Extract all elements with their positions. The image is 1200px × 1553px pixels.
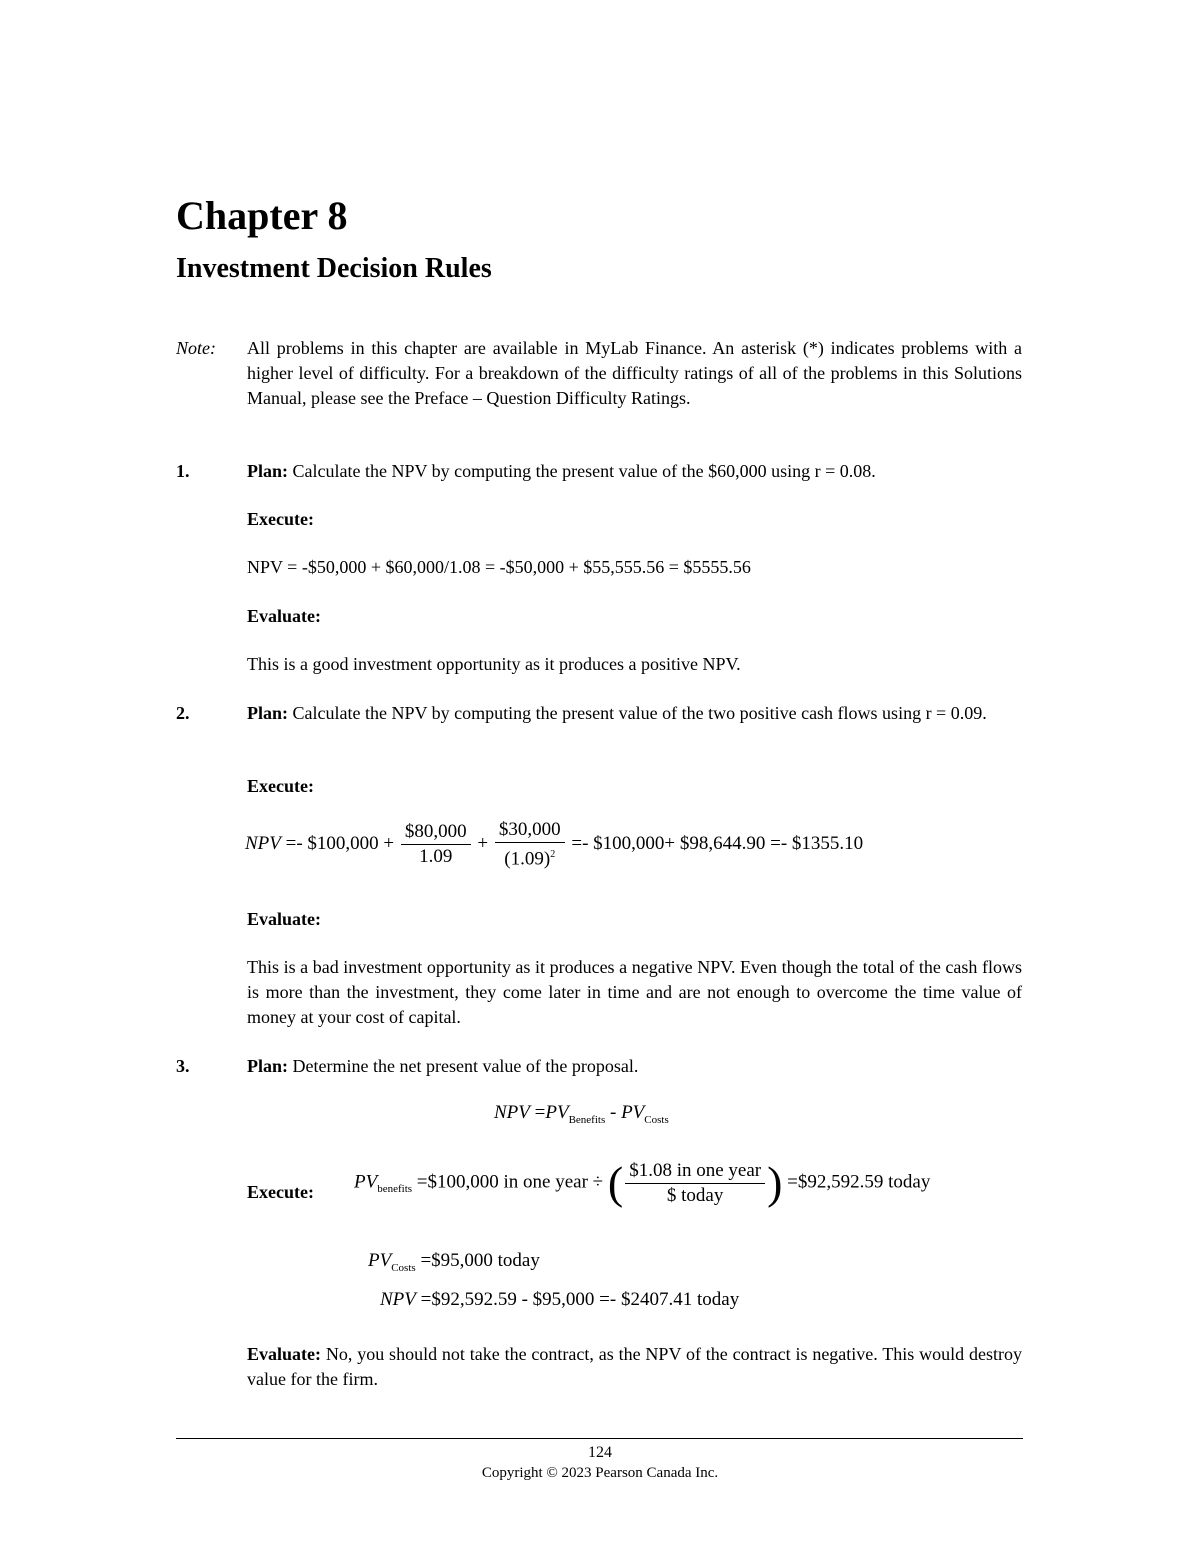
problem-number-3: 3. [176, 1056, 190, 1076]
problem-1-evaluate-text: This is a good investment opportunity as it produces a positive NPV. [247, 654, 741, 674]
problem-3-pv-benefits-equation: $PV_{benefits}$ =$100,000 in one year ÷ ( $\frac{\text{\$1.08 in one year}}{\text{\$ today}}$ ) =$92,592.59 today [354, 1157, 931, 1208]
problem-1-plan-text: Calculate the NPV by computing the present value of the $60,000 using r = 0.08. [292, 461, 876, 481]
problem-1-plan [247, 459, 1022, 484]
chapter-subtitle: Investment Decision Rules [176, 253, 492, 284]
chapter-title: Chapter 8 [176, 193, 348, 238]
fraction-1-denominator: 1.09 [419, 846, 453, 868]
conversion-fraction: $\frac{\text{\$1.08 in one year}}{\text{\$ today}}$ [625, 1159, 765, 1208]
plan-label: Plan: [247, 1056, 289, 1076]
npv-symbol: NPV [245, 833, 281, 855]
evaluate-label: Evaluate: [247, 1344, 321, 1364]
eq-plus: + [477, 833, 489, 855]
plan-label: Plan: [247, 703, 289, 723]
plan-label: Plan: [247, 461, 289, 481]
fraction-1 [401, 820, 471, 869]
problem-2-plan-text: Calculate the NPV by computing the present value of the two positive cash flows using r = 0.09. [292, 703, 987, 723]
eq-part-1: =- $100,000 + [285, 833, 395, 855]
note-label: Note: [176, 338, 216, 358]
problem-3-evaluate [247, 1342, 1022, 1392]
problem-3-execute-label: Execute: [247, 1182, 314, 1202]
problem-3-plan-text: Determine the net present value of the proposal. [292, 1056, 639, 1076]
problem-2-evaluate-text: This is a bad investment opportunity as it produces a negative NPV. Even though the total of the cash flows is more than the investment, they come later in time and are not enough to overcome the time value of money at your cost of capital. [247, 957, 1022, 1027]
problem-3-plan [247, 1054, 1022, 1079]
problem-2-execute-label: Execute: [247, 776, 314, 796]
fraction-2-numerator: $30,000 [495, 818, 565, 843]
problem-1-evaluate-label: Evaluate: [247, 606, 321, 626]
problem-2-evaluate-label: Evaluate: [247, 909, 321, 929]
problem-3-evaluate-text: No, you should not take the contract, as the NPV of the contract is negative. This would destroy value for the firm. [247, 1344, 1023, 1389]
fraction-2-denominator: $(1.09)^2$ [504, 848, 556, 870]
page-number: 124 [588, 1444, 612, 1461]
problem-2-equation [245, 818, 863, 871]
problem-1-execute-label: Execute: [247, 509, 314, 529]
note-text: All problems in this chapter are available in MyLab Finance. An asterisk (*) indicates problems with a higher level of difficulty. For a breakdown of the difficulty ratings of all of the problems in this Solutions Manual, please see the Preface – Question Difficulty Ratings. [247, 338, 1022, 408]
fraction-2 [495, 818, 565, 871]
problem-number-1: 1. [176, 461, 190, 481]
problem-1-execute-equation: NPV = -$50,000 + $60,000/1.08 = -$50,000 + $55,555.56 = $5555.56 [247, 557, 751, 577]
eq-part-2: =- $100,000+ $98,644.90 =- $1355.10 [571, 833, 864, 855]
footer-rule [176, 1438, 1023, 1439]
problem-3-npv-definition: NPV $=PV_{Benefits} - PV_{Costs}$ [494, 1102, 669, 1126]
fraction-1-numerator: $80,000 [401, 820, 471, 845]
problem-2-plan [247, 701, 1022, 726]
problem-number-2: 2. [176, 703, 190, 723]
copyright: Copyright © 2023 Pearson Canada Inc. [481, 1465, 719, 1481]
problem-3-pv-costs-equation: $PV_{Costs}$ =$95,000 today [368, 1250, 540, 1274]
problem-3-npv-equation: NPV =$92,592.59 - $95,000 =- $2407.41 today [380, 1289, 740, 1310]
